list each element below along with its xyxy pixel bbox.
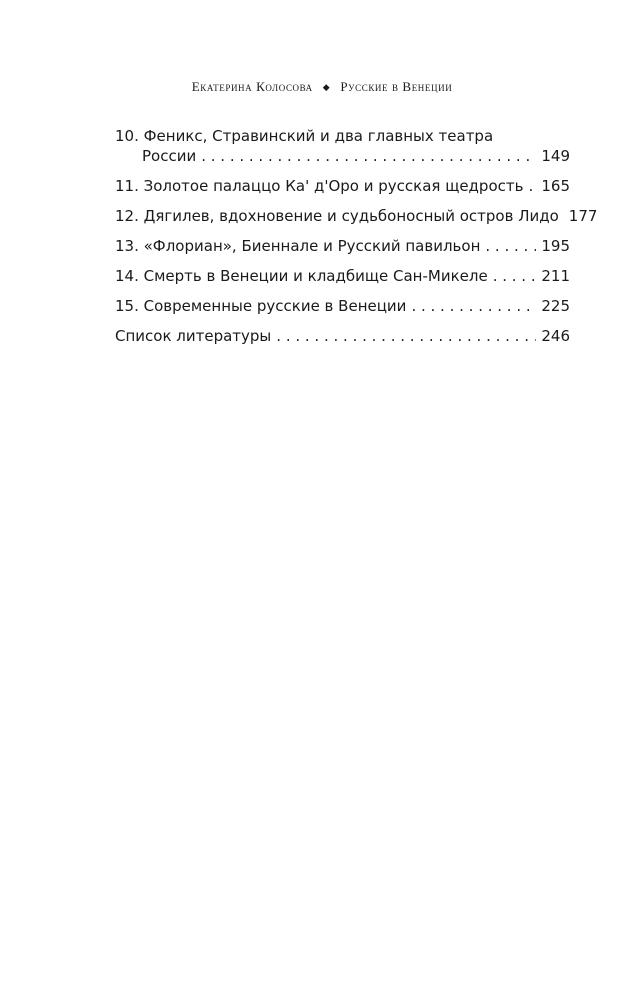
toc-entry-chapter-13[interactable] <box>115 236 570 256</box>
diamond-separator-icon: ◆ <box>322 82 331 92</box>
toc-page-number: 246 <box>541 327 570 345</box>
running-head-author: Екатерина Колосова <box>191 79 313 94</box>
toc-entry-title: 12. Дягилев, вдохновение и судьбоносный остров Лидо <box>115 207 559 225</box>
running-head <box>0 79 644 95</box>
dot-leader <box>528 176 536 196</box>
toc-entry-chapter-14[interactable] <box>115 266 570 286</box>
toc-entry-title: 14. Смерть в Венеции и кладбище Сан-Микеле <box>115 267 488 285</box>
running-head-book-title: Русские в Венеции <box>340 79 453 94</box>
toc-page-number: 225 <box>541 297 570 315</box>
toc-page-number: 149 <box>541 147 570 165</box>
toc-entry-line <box>115 326 570 346</box>
toc-entry-chapter-10[interactable] <box>115 126 570 166</box>
toc-entry-line <box>115 266 570 286</box>
toc-page-number: 177 <box>568 207 598 225</box>
toc-entry-title: 15. Современные русские в Венеции <box>115 297 407 315</box>
table-of-contents <box>115 126 598 356</box>
toc-entry-title: России <box>142 147 197 165</box>
toc-entry-line <box>115 296 570 316</box>
toc-entry-chapter-15[interactable] <box>115 296 570 316</box>
dot-leader <box>276 326 536 346</box>
toc-entry-title: Список литературы <box>115 327 272 345</box>
toc-entry-line <box>115 176 570 196</box>
toc-entry-line <box>115 146 570 166</box>
dot-leader <box>485 236 536 256</box>
dot-leader <box>201 146 536 166</box>
toc-entry-chapter-12[interactable] <box>115 206 598 226</box>
toc-page-number: 165 <box>541 177 570 195</box>
toc-page-number: 195 <box>541 237 570 255</box>
dot-leader <box>411 296 536 316</box>
toc-entry-line <box>115 236 570 256</box>
toc-entry-chapter-11[interactable] <box>115 176 570 196</box>
toc-page-number: 211 <box>541 267 570 285</box>
toc-entry-title: 11. Золотое палаццо Ка' д'Оро и русская щедрость <box>115 177 524 195</box>
toc-entry-title-first-line: 10. Феникс, Стравинский и два главных театра <box>115 127 494 145</box>
toc-entry-line <box>115 206 598 226</box>
toc-entry-title: 13. «Флориан», Биеннале и Русский павильон <box>115 237 481 255</box>
toc-entry-bibliography[interactable] <box>115 326 570 346</box>
dot-leader <box>493 266 537 286</box>
